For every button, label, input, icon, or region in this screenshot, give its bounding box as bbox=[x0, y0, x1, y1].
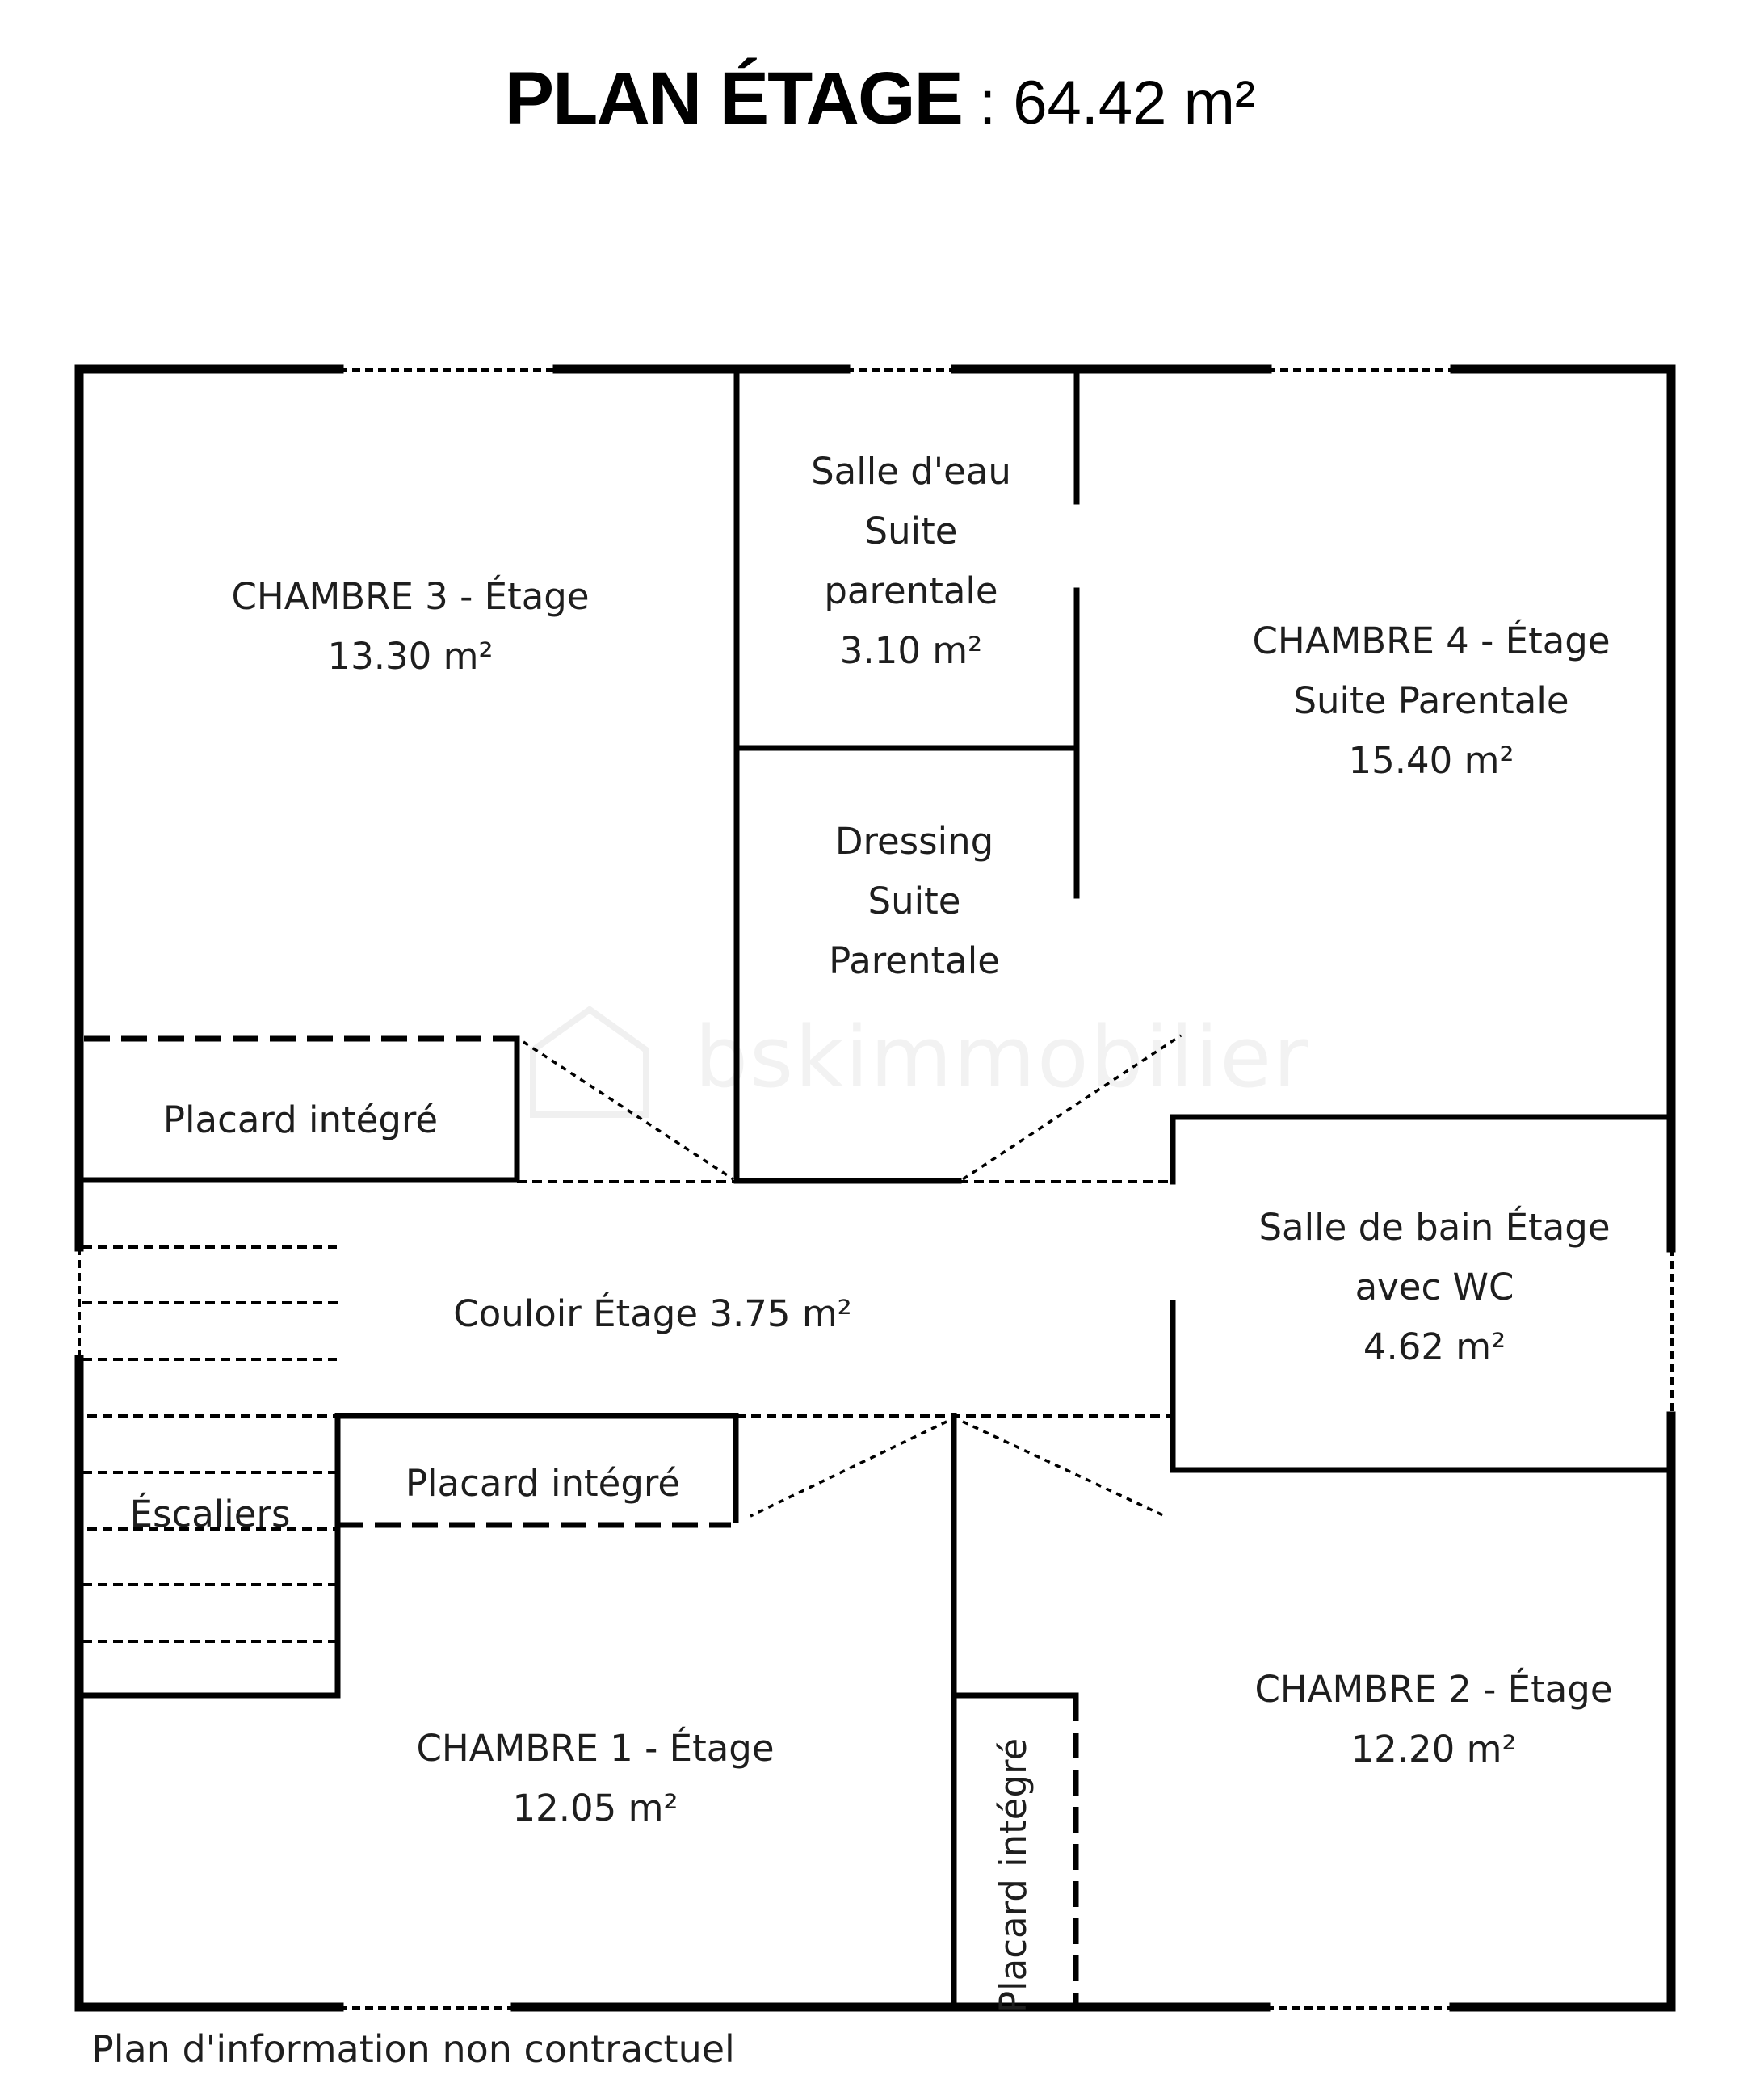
room-name-line2: Suite bbox=[867, 880, 961, 922]
room-label-couloir bbox=[453, 1284, 851, 1344]
room-label-escaliers bbox=[130, 1485, 291, 1544]
room-area: 4.62 m² bbox=[1363, 1325, 1506, 1368]
room-label-chambre-3 bbox=[231, 567, 589, 687]
room-name: CHAMBRE 1 - Étage bbox=[416, 1727, 775, 1770]
room-area: 12.05 m² bbox=[512, 1787, 678, 1829]
room-label-placard-chambre-2: Placard intégré bbox=[992, 1737, 1035, 2013]
room-name-line3: parentale bbox=[824, 569, 998, 612]
door-swings bbox=[523, 1035, 1181, 1516]
plan-title-main: PLAN ÉTAGE bbox=[504, 57, 962, 140]
watermark-house-icon bbox=[533, 1010, 646, 1115]
room-label-chambre-2 bbox=[1254, 1660, 1612, 1779]
room-label-placard-chambre-3 bbox=[163, 1090, 438, 1150]
room-label-salle-deau bbox=[811, 442, 1011, 681]
room-name: Placard intégré bbox=[162, 1098, 439, 1141]
room-name: Placard intégré bbox=[405, 1462, 681, 1505]
room-area: 15.40 m² bbox=[1348, 739, 1514, 782]
stairs-steps bbox=[82, 1247, 339, 1641]
plan-total-area: 64.42 m² bbox=[1013, 69, 1256, 137]
room-name-line2: Suite Parentale bbox=[1293, 679, 1569, 722]
room-name: CHAMBRE 2 - Étage bbox=[1254, 1668, 1613, 1711]
disclaimer-footer: Plan d'information non contractuel bbox=[91, 2027, 735, 2071]
room-area: 13.30 m² bbox=[327, 635, 494, 678]
room-label-dressing bbox=[829, 812, 1000, 991]
room-name: CHAMBRE 3 - Étage bbox=[231, 575, 590, 618]
room-name: Couloir Étage 3.75 m² bbox=[453, 1292, 852, 1335]
room-name-line2: avec WC bbox=[1355, 1266, 1514, 1308]
room-label-chambre-4 bbox=[1252, 611, 1610, 791]
room-name-line3: Parentale bbox=[829, 939, 1000, 982]
room-label-placard-chambre-1 bbox=[405, 1454, 680, 1514]
room-name: Dressing bbox=[834, 820, 994, 863]
room-label-chambre-1 bbox=[416, 1719, 774, 1838]
room-name-line2: Suite bbox=[864, 510, 958, 552]
room-label-salle-de-bain bbox=[1258, 1198, 1610, 1377]
room-name: Salle de bain Étage bbox=[1258, 1206, 1611, 1249]
watermark-text: bskimmobilier bbox=[695, 1008, 1310, 1107]
room-area: 3.10 m² bbox=[839, 629, 983, 672]
room-name: CHAMBRE 4 - Étage bbox=[1252, 620, 1611, 662]
room-name: Éscaliers bbox=[129, 1493, 291, 1535]
plan-title-separator: : bbox=[961, 69, 1014, 137]
room-name: Salle d'eau bbox=[811, 450, 1011, 493]
room-area: 12.20 m² bbox=[1350, 1728, 1517, 1770]
